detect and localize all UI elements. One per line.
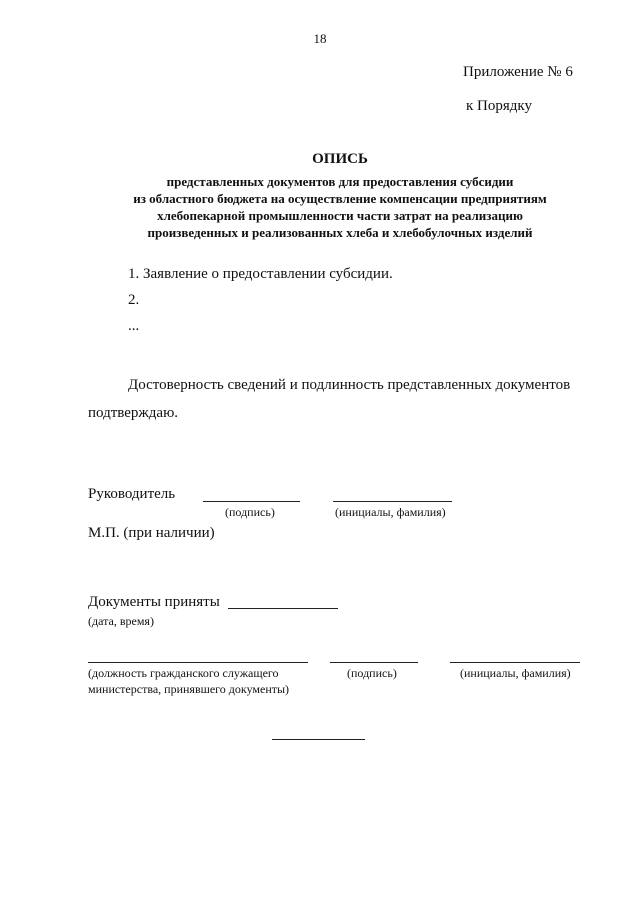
position-caption: (должность гражданского служащего <box>88 666 279 680</box>
head-label: Руководитель <box>88 486 176 502</box>
subtitle-line: представленных документов для предоставления субсидии <box>166 174 514 189</box>
head-signature-caption: (подпись) <box>225 505 275 519</box>
subtitle-line: произведенных и реализованных хлеба и хлебобулочных изделий <box>147 225 533 240</box>
list-item: 2. <box>128 292 140 308</box>
document-subtitle <box>0 173 640 241</box>
document-title: ОПИСЬ <box>312 151 368 167</box>
list-item: 1. Заявление о предоставлении субсидии. <box>128 266 393 282</box>
official-initials-line[interactable] <box>450 662 580 663</box>
confirmation-line: подтверждаю. <box>88 405 179 421</box>
accepted-label: Документы приняты <box>88 594 220 610</box>
official-signature-line[interactable] <box>330 662 418 663</box>
subtitle-line: хлебопекарной промышленности части затрат на реализацию <box>157 208 523 223</box>
official-initials-caption: (инициалы, фамилия) <box>460 666 571 680</box>
official-position-line[interactable] <box>88 662 308 663</box>
page-number: 18 <box>313 31 327 46</box>
head-initials-line[interactable] <box>333 501 452 502</box>
to-order-label: к Порядку <box>466 98 532 114</box>
head-initials-caption: (инициалы, фамилия) <box>335 505 446 519</box>
list-item: ... <box>128 318 140 334</box>
subtitle-line: из областного бюджета на осуществление компенсации предприятиям <box>133 191 547 206</box>
date-caption: (дата, время) <box>88 614 154 628</box>
confirmation-line: Достоверность сведений и подлинность представленных документов <box>128 377 571 393</box>
accepted-date-line[interactable] <box>228 608 338 609</box>
position-caption: министерства, принявшего документы) <box>88 682 290 696</box>
stamp-label: М.П. (при наличии) <box>88 525 215 541</box>
appendix-label: Приложение № 6 <box>463 64 573 80</box>
end-divider <box>272 739 365 740</box>
head-signature-line[interactable] <box>203 501 300 502</box>
official-signature-caption: (подпись) <box>347 666 397 680</box>
